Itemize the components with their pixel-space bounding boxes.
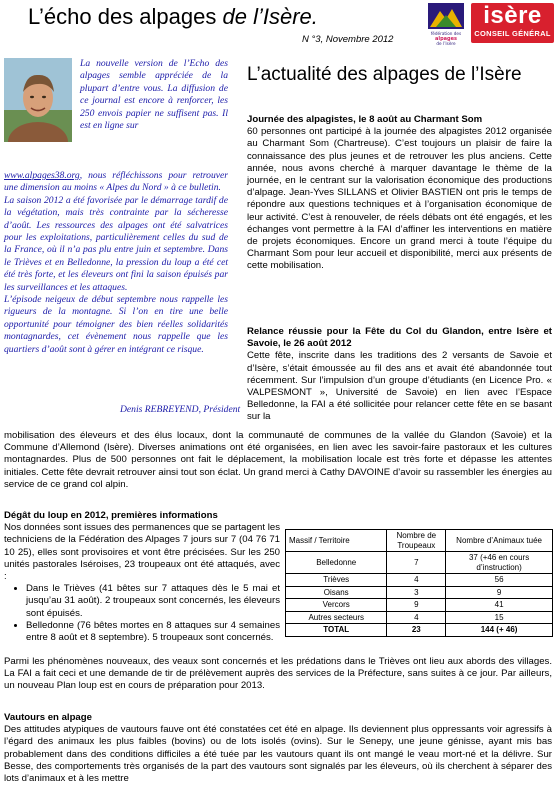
table-cell: 37 (+46 en cours d’instruction) (446, 552, 553, 574)
table-cell: 144 (+ 46) (446, 624, 553, 637)
section-title: L’actualité des alpages de l’Isère (247, 64, 522, 85)
editorial-signature: Denis REBREYEND, Président (120, 404, 241, 415)
logo-line-3: de l’Isère (436, 41, 456, 46)
newsletter-title (28, 4, 318, 30)
isere-logo-text: isère (483, 2, 542, 29)
editorial-paragraph-3: L’épisode neigeux de début septembre nous rappelle les rigueurs de la montagne. Si l’on en tire une belle opportunité pour témoigner des bien réelles solidarités montagnardes, cet évènement nous rappelle que les quartiers d’août sont à gérer en intégrant ce risque. (4, 294, 228, 355)
president-photo (4, 58, 72, 142)
list-item: • Dans le Trièves (41 bêtes sur 7 attaques dès le 5 mai et jusqu’au 31 août). 2 troupeaux sont concernés, les éleveurs sont épuisés. (26, 583, 280, 620)
loup-attacks-table (285, 529, 553, 637)
table-cell: 9 (446, 586, 553, 599)
table-cell: 15 (446, 611, 553, 624)
issue-number: N °3, Novembre 2012 (302, 34, 394, 45)
table-cell: 4 (387, 574, 446, 587)
conseil-general-text: CONSEIL GÉNÉRAL (474, 29, 551, 38)
federation-alpages-logo (426, 1, 466, 47)
article-degat-loup-continued: Parmi les phénomènes nouveaux, des veaux sont concernés et les prédations dans le Trièves ont lieu aux abords des villages. La FAI a fait ceci et une demande de tir de prélèvement auprès des services de la Préfecture, sans suites à ce jour. Par ailleurs, un nouveau Plan loup est en cours de préparation pour 2013. (4, 656, 552, 692)
table-cell: 3 (387, 586, 446, 599)
table-cell: 9 (387, 599, 446, 612)
column-header: Nombre d’Animaux tuée (446, 530, 553, 552)
title-main: L’écho des alpages (28, 4, 217, 29)
title-italic: de l’Isère. (216, 4, 318, 29)
article-heading: Journée des alpagistes, le 8 août au Charmant Som (247, 114, 483, 125)
table-header-row (286, 530, 553, 552)
table-row (286, 586, 553, 599)
table-row (286, 574, 553, 587)
logo-line-1: fédération des (430, 31, 462, 36)
editorial-paragraph-2: La saison 2012 a été favorisée par le démarrage tardif de la végétation, mais très contrainte par la sécheresse d’août. Les ressources des alpages ont été salvatrices pour les exploitations, particulièrement celles du sud de la France, où il n’a pas plu entre juin et septembre. Dans le Trièves et en Belledonne, la pression du loup a été cet été très forte, et les éleveurs ont fini la saison épuisés par les surveillances et les attaques. (4, 194, 228, 293)
table-cell: TOTAL (286, 624, 387, 637)
editorial-body (4, 170, 228, 356)
article-vautours (4, 712, 552, 785)
article-fete-glandon-continued: mobilisation des éleveurs et des élus locaux, dont la communauté de communes de la vallée du Glandon (Savoie) et la Commune d’Allemond (Isère). Diverses animations ont été organisées, en lien avec les savoir-faire pastoraux et les cultures montagnardes. Plus de 500 personnes ont fait le déplacement, la mobilisation locale est très forte et dépasse les attentes initiales. Cette fête devrait retrouver ainsi tout son éclat. Un grand merci à Cathy DAVOINE d’avoir su rassembler les énergies au service de ce grand col alpin. (4, 430, 552, 490)
article-paragraph: Nos données sont issues des permanences que se partagent les techniciens de la Fédération des Alpages 7 jours sur 7 (04 76 71 10 25), elles sont provisoires et vont être précisées. Sur les 250 unités pastorales Iséroises, 23 troupeaux ont été attaqués, avec : (4, 522, 280, 583)
article-paragraph: Des attitudes atypiques de vautours fauve ont été constatées cet été en alpage. Ils deviennent plus oppressants voir agressifs à l’égard des animaux les plus faibles (bovins) ou de lots isolés (ovins). Sur le Senepy, une jeune génisse, ayant mis bas probablement dans des conditions difficiles a été tuée par les vautours quant ils ont mangé le veau mort-né et la délivre. Sur Besse, des comportements très organisés de la part des vautours sont signalés par les éleveurs, où ils cherchent à séparer des lots d’animaux et à les mettre (4, 724, 552, 785)
table-row (286, 611, 553, 624)
article-heading: Relance réussie pour la Fête du Col du Glandon, entre Isère et Savoie, le 26 août 2012 (247, 326, 552, 350)
table-cell: Trièves (286, 574, 387, 587)
editorial-paragraph-1 (4, 170, 228, 195)
table-cell: 23 (387, 624, 446, 637)
article-journee-alpagistes (247, 114, 552, 273)
article-degat-loup (4, 510, 280, 644)
table-cell: 4 (387, 611, 446, 624)
isere-conseil-general-logo (471, 3, 554, 43)
table-total-row (286, 624, 553, 637)
table-row (286, 599, 553, 612)
table-cell: 56 (446, 574, 553, 587)
table-row (286, 552, 553, 574)
article-fete-glandon (247, 326, 552, 424)
table-cell: Belledonne (286, 552, 387, 574)
article-paragraph: 60 personnes ont participé à la journée des alpagistes 2012 organisée au Charmant Som (Chartreuse). C’est toujours un plaisir de faire la connaissance des plus jeunes et de retrouver les plus anciens. Cette année, nous avons cherché à marquer davantage le thème de la journée, en le centrant sur la valorisation économique des productions d’alpage. Jean-Yves SILLANS et Olivier BASTIEN ont pris le temps de répondre aux questions techniques et à l’organisation économique de leur activité. C’est à renouveler, de réels débats ont été engagés, et les échanges vont permettre à la FAI d’affiner les interventions en matière de projets économiques. Encore un grand merci à toute l’équipe du Charmant Som pour leur accueil et disponibilité, merci aux présents de cette mobilisation. (247, 126, 552, 272)
column-header: Massif / Territoire (286, 530, 387, 552)
table-cell: Vercors (286, 599, 387, 612)
list-item: • Belledonne (76 bêtes mortes en 8 attaques sur 4 semaines entre 8 août et 8 septembre). 5 troupeaux sont concernés. (26, 620, 280, 644)
article-paragraph: Cette fête, inscrite dans les traditions des 2 versants de Savoie et d’Isère, s’était émoussée au fil des ans et avait été abandonnée tout récemment. Sur l’impulsion d’un groupe d’étudiants (en Licence Pro. « VALPESMONT », Université de Savoie) en lien avec l’Espace Belledonne, la FAI a été sollicitée pour relancer cette fête en se basant sur la (247, 350, 552, 423)
article-heading: Vautours en alpage (4, 712, 92, 723)
table-cell: 41 (446, 599, 553, 612)
website-link[interactable]: www.alpages38.org (4, 170, 80, 181)
table-cell: 7 (387, 552, 446, 574)
column-header: Nombre de Troupeaux (387, 530, 446, 552)
table-cell: Oisans (286, 586, 387, 599)
logo-line-2: alpages (435, 36, 457, 42)
editorial-intro: La nouvelle version de l’Echo des alpages semble appréciée de la plupart d’entre vous. La diffusion de ce journal est encore à renforcer, les 250 envois papier ne suffisent pas. Il est en ligne sur (80, 58, 228, 132)
table-cell: Autres secteurs (286, 611, 387, 624)
editorial-paragraph-1-rest: , nous réfléchissons pour retrouver une dimension au moins « Alpes du Nord » à ce bulletin. (4, 170, 228, 194)
article-heading: Dégât du loup en 2012, premières informations (4, 510, 218, 521)
